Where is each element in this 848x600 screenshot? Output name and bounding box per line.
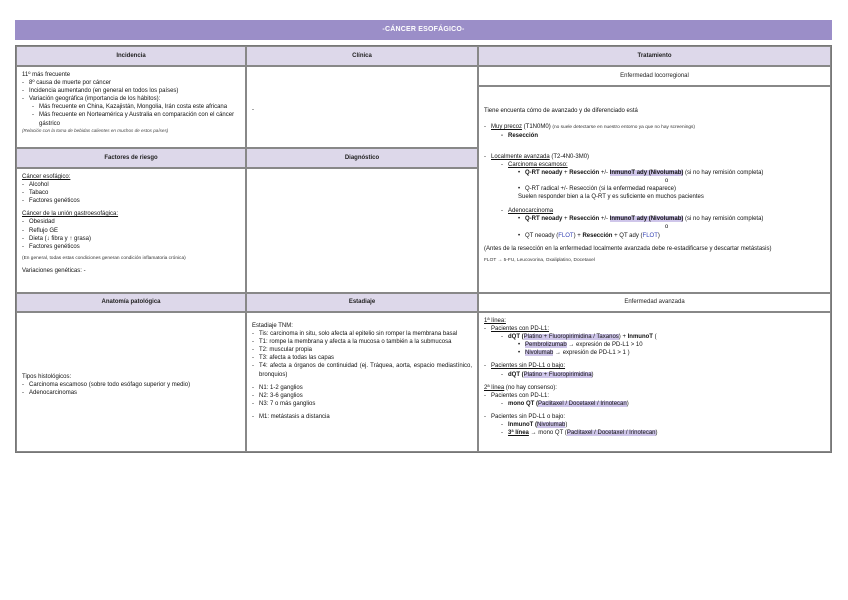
page-title: -CÁNCER ESOFÁGICO-	[15, 20, 832, 40]
incidencia-line1: 11º más frecuente	[22, 72, 71, 78]
factores-note: (En general, todas estas condiciones generan condición inflamatoria crónica)	[22, 255, 186, 261]
incidencia-item: - 8º causa de muerte por cáncer	[22, 79, 240, 87]
factor-item: - Reflujo GE	[22, 227, 240, 235]
header-clinica: Clínica	[246, 46, 478, 66]
factor-item: - Factores genéticos	[22, 197, 240, 205]
pembrolizumab-line: • Pembrolizumab → expresión de PD-L1 > 10	[518, 341, 825, 349]
tnm-n-item: - N1: 1-2 ganglios	[252, 384, 472, 392]
summary-table	[15, 45, 832, 453]
factores-group1-title: Cáncer esofágico:	[22, 174, 71, 180]
header-tratamiento: Tratamiento	[478, 46, 831, 66]
header-enfermedad-avanzada: Enfermedad avanzada	[478, 293, 831, 312]
tnm-m-item: - M1: metástasis a distancia	[252, 413, 472, 421]
qt-flot-line: • QT neoady (FLOT) + Resección + QT ady (FLOT)	[518, 232, 825, 240]
clinica-cell	[246, 66, 478, 148]
qrt-radical-line: • Q-RT radical +/- Resección (si la enfermedad reaparece)	[518, 185, 825, 193]
incidencia-subitem: - Más frecuente en China, Kazajistán, Mongolia, Irán costa este africana	[32, 103, 240, 111]
incidencia-subitem: - Más frecuente en Norteamérica y Australia en comparación con el cáncer gástrico	[32, 111, 240, 127]
tercera-linea-line: - 3ª línea → mono QT (Paclitaxel / Docetaxel / Irinotecan)	[501, 429, 825, 437]
localmente-avanzada-item: - Localmente avanzada (T2-4N0-3M0) - Carcinoma escamoso: • Q-RT neoady + Resección +/- InmunoT ady (Nivolumab) (si no hay remisión completa) o • Q-RT radical +/- Resección (si la enfermedad reaparece) Suelen responder bien a la Q-RT y es suficiente en muchos pacientes - Adenocarcinoma • Q-RT neoady + Resección +/- InmunoT ady (Nivolumab) (si no hay remisión completa) o • QT neoady (FLOT) + Resección + QT ady (FLOT)	[484, 153, 825, 240]
anatomia-cell	[16, 312, 246, 452]
segunda-pdl1-negative: - Pacientes sin PD-L1 o bajo: - InmunoT (Nivolumab) - 3ª línea → mono QT (Paclitaxel / Docetaxel / Irinotecan)	[484, 413, 825, 437]
suelen-responder-text: Suelen responder bien a la Q-RT y es suficiente en muchos pacientes	[518, 194, 704, 201]
tnm-t-item: - Tis: carcinoma in situ, solo afecta al epitelio sin romper la membrana basal	[252, 330, 472, 338]
header-estadiaje: Estadiaje	[246, 293, 478, 312]
tnm-t-item: - T3: afecta a todas las capas	[252, 354, 472, 362]
clinica-text: -	[252, 107, 254, 113]
o-separator: o	[664, 177, 669, 184]
mono-qt-line: - mono QT (Paclitaxel / Docetaxel / Irinotecan)	[501, 400, 825, 408]
header-enfermedad-locorregional: Enfermedad locorregional	[478, 66, 831, 86]
estadiaje-cell	[246, 312, 478, 452]
factor-item: - Obesidad	[22, 218, 240, 226]
incidencia-note: (Relación con la toma de bebidas calientes en muchos de estos países)	[22, 127, 169, 133]
avanzada-cell	[478, 312, 831, 452]
header-factores-riesgo: Factores de riesgo	[16, 148, 246, 168]
adenocarcinoma-item: - Adenocarcinoma • Q-RT neoady + Resección +/- InmunoT ady (Nivolumab) (si no hay remisión completa) o • QT neoady (FLOT) + Resección + QT ady (FLOT)	[501, 207, 825, 239]
factor-item: - Alcohol	[22, 181, 240, 189]
header-incidencia: Incidencia	[16, 46, 246, 66]
tnm-t-item: - T2: muscular propia	[252, 346, 472, 354]
adeno-qrt-neoady-line: • Q-RT neoady + Resección +/- InmunoT ady (Nivolumab) (si no hay remisión completa)	[518, 215, 825, 223]
header-diagnostico: Diagnóstico	[246, 148, 478, 168]
inmunot-line: - InmunoT (Nivolumab)	[501, 421, 825, 429]
factores-group2-title: Cáncer de la unión gastroesofágica:	[22, 211, 119, 218]
tnm-n-item: - N2: 3-6 ganglios	[252, 392, 472, 400]
incidencia-item: - Incidencia aumentando (en general en todos los países)	[22, 87, 240, 95]
pdl1-negative-item: - Pacientes sin PD-L1 o bajo: - dQT (Platino + Fluoropirimidina)	[484, 362, 825, 378]
tnm-t-item: - T1: rompe la membrana y afecta a la mucosa o también a la submucosa	[252, 338, 472, 346]
header-anatomia-patologica: Anatomía patológica	[16, 293, 246, 312]
tnm-t-item: - T4: afecta a órganos de continuidad (ej. Tráquea, aorta, espacio mediastínico, bronquios)	[252, 362, 472, 378]
factor-item: - Tabaco	[22, 189, 240, 197]
primera-linea-title: 1ª línea:	[484, 318, 506, 324]
incidencia-cell	[16, 66, 246, 148]
qrt-neoady-line: • Q-RT neoady + Resección +/- InmunoT ady (Nivolumab) (si no hay remisión completa)	[518, 169, 825, 177]
locorregional-cell	[478, 86, 831, 293]
tipo-histologico-item: - Carcinoma escamoso (sobre todo esófago superior y medio)	[22, 381, 240, 389]
variaciones-geneticas: Variaciones genéticas: -	[22, 268, 86, 275]
reseccion-item: - Resección	[501, 132, 825, 140]
segunda-linea-title: 2ª línea (no hay consenso):	[484, 384, 557, 391]
dqt-line: - dQT (Platino + Fluoropirimidina)	[501, 371, 825, 379]
o-separator: o	[664, 224, 669, 231]
muy-precoz-item: - Muy precoz (T1N0M0) (no suele detectarse en nuestro entorno ya que no hay screenings) - Resección	[484, 123, 825, 140]
segunda-pdl1-positive: - Pacientes con PD-L1: - mono QT (Paclitaxel / Docetaxel / Irinotecan)	[484, 392, 825, 408]
anatomia-title: Tipos histológicos:	[22, 374, 72, 380]
pdl1-positive-item: - Pacientes con PD-L1: - dQT (Platino + Fluoropirimidina / Taxanos) + InmunoT ( • Pembrolizumab → expresión de PD-L1 > 10 • Nivolumab → expresión de PD-L1 > 1 )	[484, 325, 825, 357]
tipo-histologico-item: - Adenocarcinomas	[22, 389, 240, 397]
dqt-inmunot-line: - dQT (Platino + Fluoropirimidina / Taxanos) + InmunoT ( • Pembrolizumab → expresión de PD-L1 > 10 • Nivolumab → expresión de PD-L1 > 1 )	[501, 333, 825, 357]
flot-definition: FLOT → 5-FU, Leucovorina, Oxaliplatino, Docetaxel	[484, 257, 595, 263]
locorregional-intro: Tiene encuenta cómo de avanzado y de diferenciado está	[484, 108, 638, 114]
re-estadificar-note: (Antes de la resección en la enfermedad localmente avanzada debe re-estadificarse y descartar metástasis)	[484, 245, 772, 252]
factor-item: - Factores genéticos	[22, 243, 240, 251]
diagnostico-cell	[246, 168, 478, 293]
carcinoma-escamoso-item: - Carcinoma escamoso: • Q-RT neoady + Resección +/- InmunoT ady (Nivolumab) (si no hay remisión completa) o • Q-RT radical +/- Resección (si la enfermedad reaparece) Suelen responder bien a la Q-RT y es suficiente en muchos pacientes	[501, 161, 825, 201]
factor-item: - Dieta (↓ fibra y ↑ grasa)	[22, 235, 240, 243]
incidencia-item: - Variación geográfica (importancia de los hábitos):	[22, 95, 240, 103]
factores-cell	[16, 168, 246, 293]
nivolumab-line: • Nivolumab → expresión de PD-L1 > 1 )	[518, 349, 825, 357]
estadiaje-title: Estadiaje TNM:	[252, 323, 293, 329]
tnm-n-item: - N3: 7 o más ganglios	[252, 400, 472, 408]
